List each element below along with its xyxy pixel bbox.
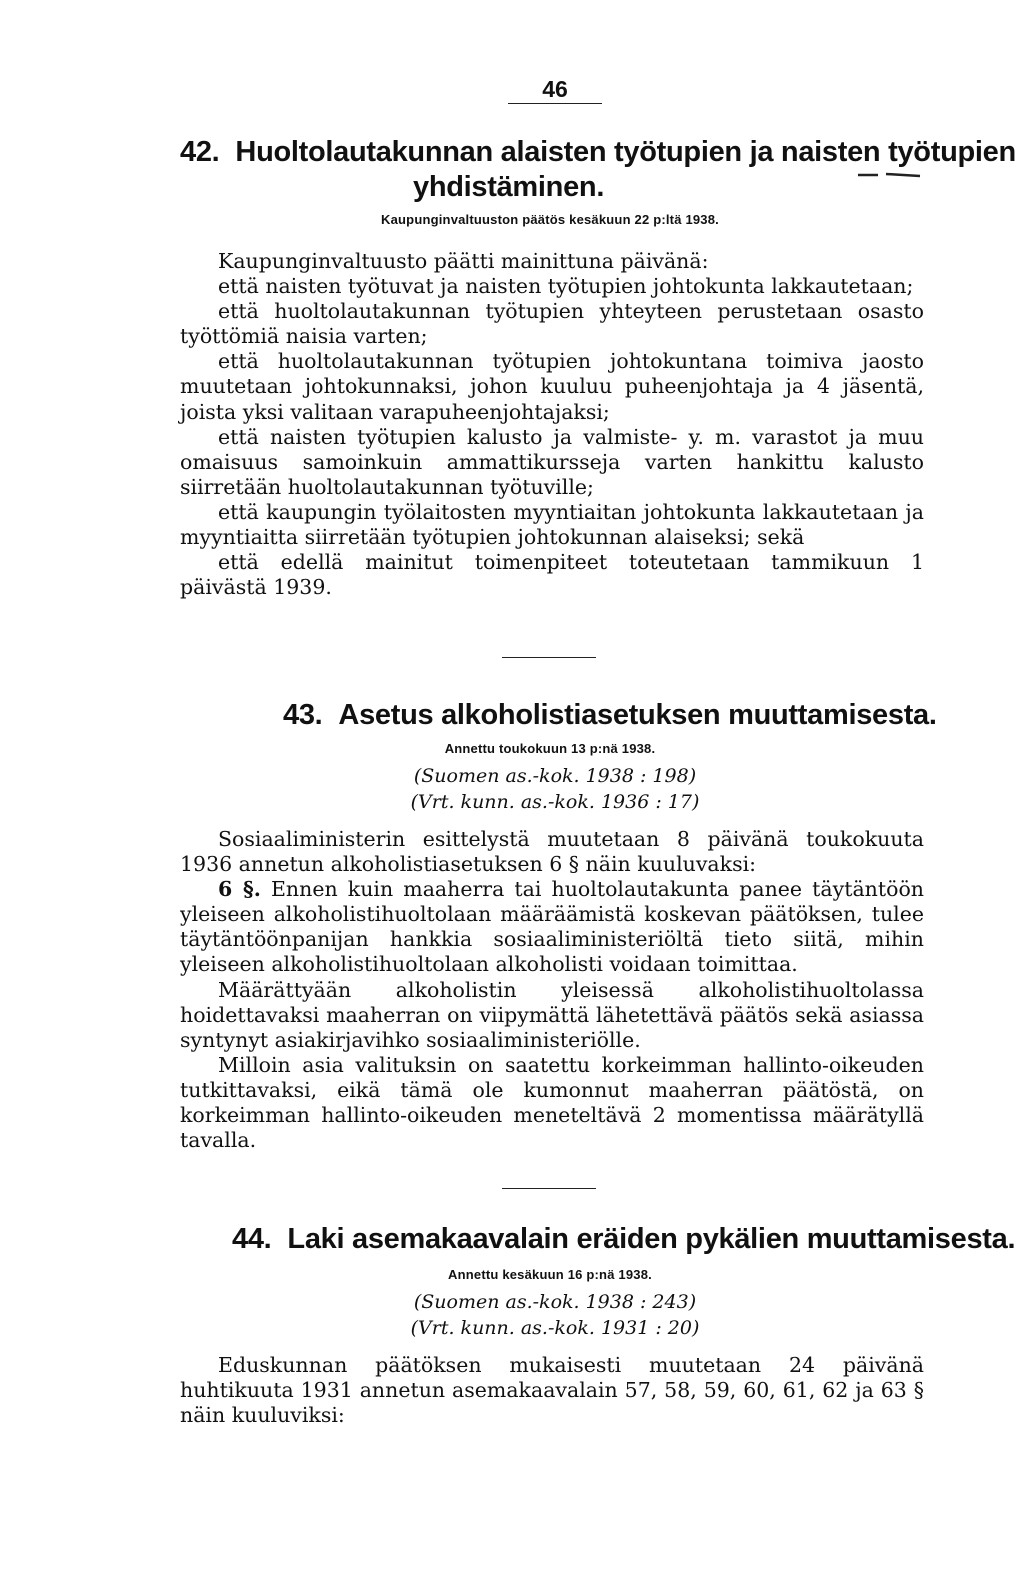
page-number: 46 xyxy=(542,76,568,102)
paragraph: Sosiaaliministerin esittelystä muutetaan 8 päivänä toukokuuta 1936 annetun alkoholistiasetuksen 6 § näin kuuluvaksi: xyxy=(180,827,924,877)
section-42-title-line2: yhdistäminen. xyxy=(413,171,605,203)
section-42-body xyxy=(180,249,924,600)
section-43-body xyxy=(180,827,924,1153)
paragraph: Milloin asia valituksin on saatettu korkeimman hallinto-oikeuden tutkittavaksi, eikä tämä ole kumonnut maaherran päätöstä, on korkeimman hallinto-oikeuden meneteltävä 2 momentissa määrätyllä tavalla. xyxy=(180,1052,924,1153)
section-44-body xyxy=(180,1353,924,1428)
section-44-ref2: (Vrt. kunn. as.-kok. 1931 : 20) xyxy=(410,1317,700,1339)
section-42-title-line1: Huoltolautakunnan alaisten työtupien ja naisten työtupien xyxy=(235,136,1016,168)
section-43-source: Annettu toukokuun 13 p:nä 1938. xyxy=(444,741,656,756)
section-42-number: 42. xyxy=(180,136,220,168)
paragraph: Eduskunnan päätöksen mukaisesti muutetaan 24 päivänä huhtikuuta 1931 annetun asemakaavalain 57, 58, 59, 60, 61, 62 ja 63 § näin kuuluviksi: xyxy=(180,1353,924,1428)
section-44-ref1: (Suomen as.-kok. 1938 : 243) xyxy=(413,1291,697,1313)
section-42-source: Kaupunginvaltuuston päätös kesäkuun 22 p:ltä 1938. xyxy=(381,212,719,227)
section-mark: 6 §. xyxy=(218,877,261,902)
paragraph: Kaupunginvaltuusto päätti mainittuna päivänä: xyxy=(218,249,709,273)
section-43-ref2: (Vrt. kunn. as.-kok. 1936 : 17) xyxy=(410,791,700,813)
paragraph: että naisten työtuvat ja naisten työtupien johtokunta lakkautetaan; xyxy=(218,274,914,299)
section-43-ref1: (Suomen as.-kok. 1938 : 198) xyxy=(413,765,697,787)
section-44-title-text: Laki asemakaavalain eräiden pykälien muuttamisesta. xyxy=(287,1223,1016,1255)
section-44-number: 44. xyxy=(232,1223,272,1255)
section-42-title xyxy=(180,135,1016,169)
section-44-title xyxy=(232,1222,1015,1256)
section-44-source: Annettu kesäkuun 16 p:nä 1938. xyxy=(448,1267,652,1282)
section-divider xyxy=(502,657,596,658)
page-number-rule xyxy=(508,103,602,104)
paragraph: Määrättyään alkoholistin yleisessä alkoholistihuoltolassa hoidettavaksi maaherran on viipymättä lähetettävä päätös sekä asiassa syntynyt asiakirjavihko sosiaaliministeriölle. xyxy=(180,977,924,1052)
section-43-title-text: Asetus alkoholistiasetuksen muuttamisesta. xyxy=(338,699,937,731)
section-43-number: 43. xyxy=(283,699,323,731)
paragraph: että huoltolautakunnan työtupien johtokuntana toimiva jaosto muutetaan johtokunnaksi, johon kuuluu puheenjohtaja ja 4 jäsentä, joista yksi valitaan varapuheenjohtajaksi; xyxy=(180,349,924,424)
ink-mark xyxy=(858,172,922,178)
paragraph: että huoltolautakunnan työtupien yhteyteen perustetaan osasto työttömiä naisia varten; xyxy=(180,299,924,349)
paragraph-text: Ennen kuin maaherra tai huoltolautakunta panee täytäntöön yleiseen alkoholistihuoltolaan määräämistä koskevan päätöksen, tulee täytäntöönpanijan hankkia sosiaaliministeriöltä tieto siitä, mihin yleiseen alkoholistihuoltolaan alkoholisti voidaan toimittaa. xyxy=(180,877,924,977)
paragraph: että kaupungin työlaitosten myyntiaitan johtokunta lakkautetaan ja myyntiaitta siirretään työtupien johtokunnan alaiseksi; sekä xyxy=(180,499,924,550)
paragraph xyxy=(180,877,924,977)
paragraph: että edellä mainitut toimenpiteet toteutetaan tammikuun 1 päivästä 1939. xyxy=(180,550,924,600)
section-divider xyxy=(502,1188,596,1189)
section-43-title xyxy=(283,698,937,732)
paragraph: että naisten työtupien kalusto ja valmiste- y. m. varastot ja muu omaisuus samoinkuin ammattikursseja varten hankittu kalusto siirretään huoltolautakunnan työtuville; xyxy=(180,424,924,499)
